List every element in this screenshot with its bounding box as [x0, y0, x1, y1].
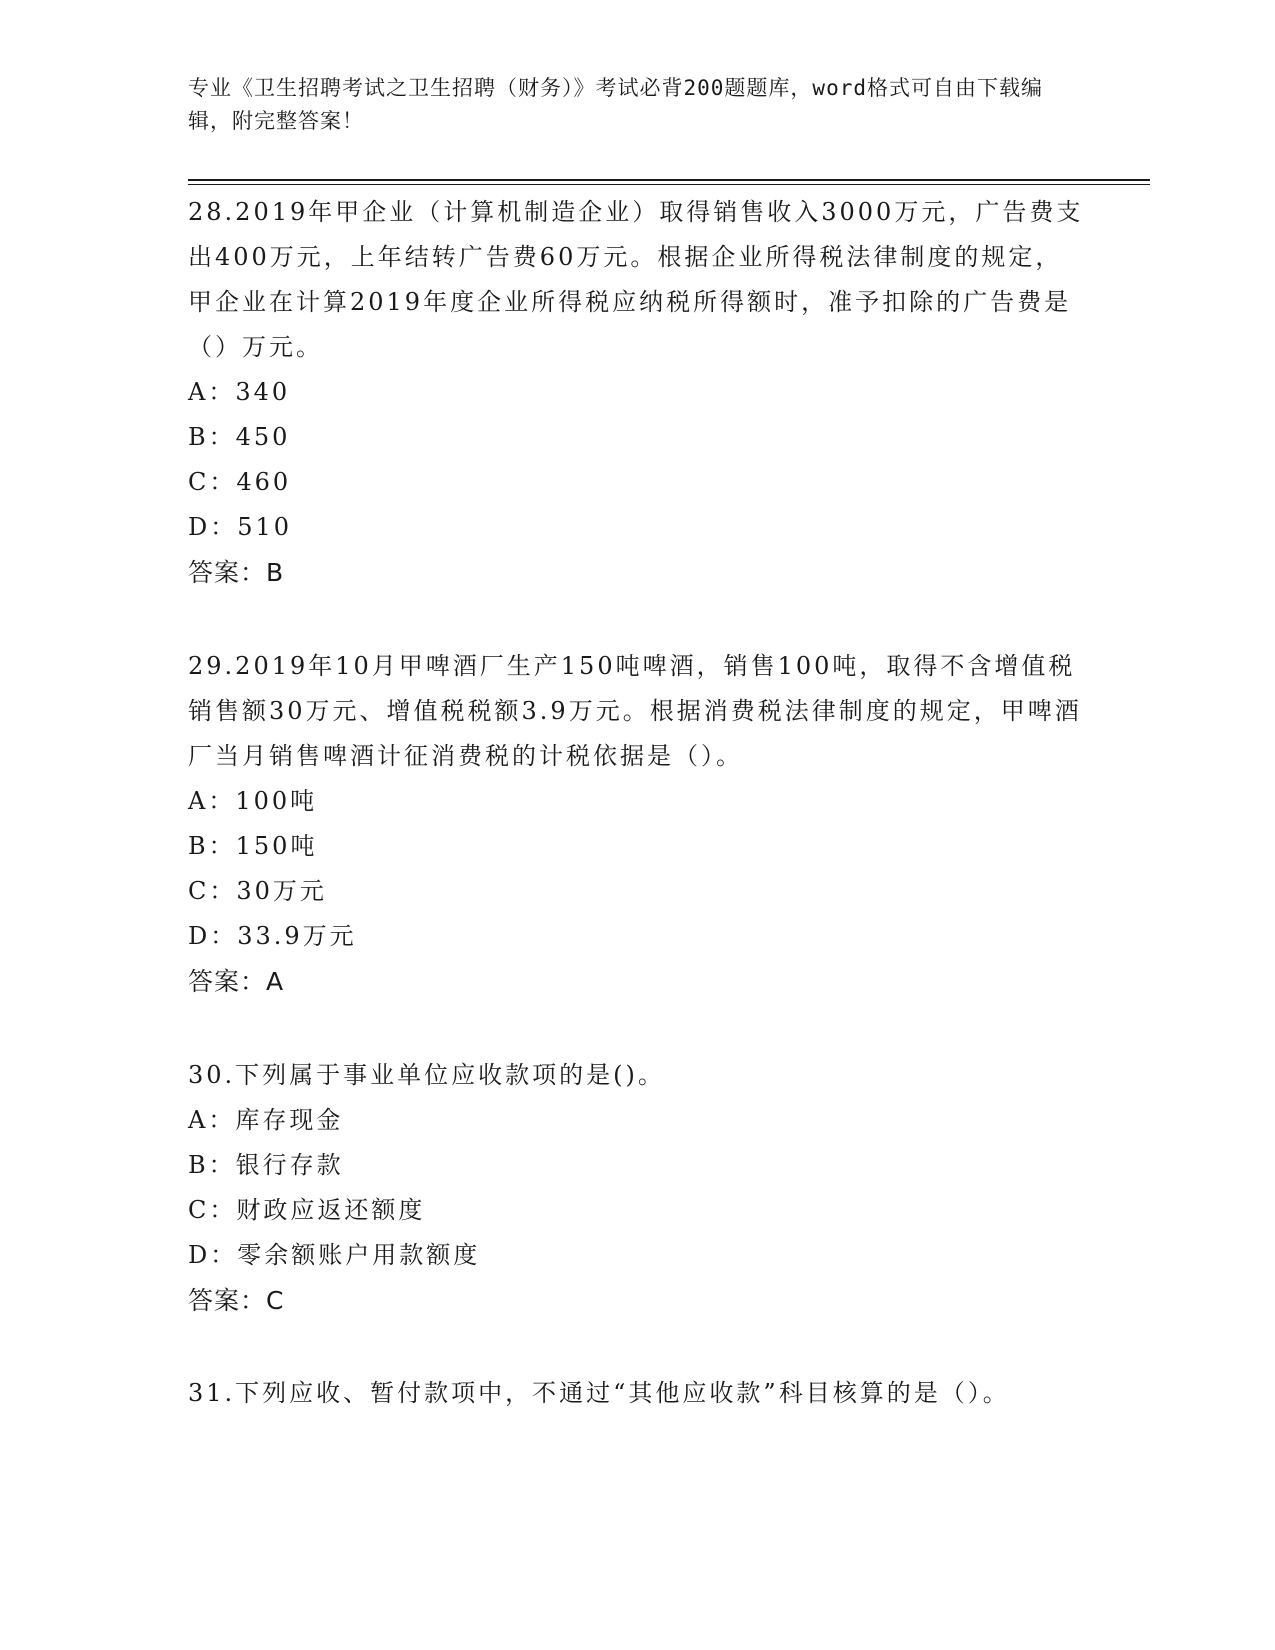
question-stem: 30.下列属于事业单位应收款项的是()。 — [188, 1061, 665, 1089]
option-d: D：510 — [188, 513, 293, 541]
option-b: B：450 — [188, 423, 291, 451]
answer: 答案：B — [188, 558, 285, 587]
question-stem: 29.2019年10月甲啤酒厂生产150吨啤酒，销售100吨，取得不含增值税销售额30万元、增值税税额3.9万元。根据消费税法律制度的规定，甲啤酒厂当月销售啤酒计征消费税的计税依据是（）。 — [188, 652, 1082, 770]
option-a: A：库存现金 — [188, 1106, 344, 1134]
answer: 答案：C — [188, 1286, 285, 1315]
header-rule-thin — [188, 184, 1150, 185]
question-28 — [188, 190, 1088, 595]
answer: 答案：A — [188, 967, 285, 996]
option-b: B：银行存款 — [188, 1151, 344, 1179]
option-a: A：100吨 — [188, 787, 318, 815]
question-29 — [188, 644, 1088, 1004]
option-c: C：财政应返还额度 — [188, 1196, 426, 1224]
question-31 — [188, 1371, 1088, 1416]
header-rule-thick — [188, 179, 1150, 181]
option-d: D：零余额账户用款额度 — [188, 1241, 481, 1269]
option-c: C：460 — [188, 468, 292, 496]
option-b: B：150吨 — [188, 832, 318, 860]
option-c: C：30万元 — [188, 877, 327, 905]
question-stem: 28.2019年甲企业（计算机制造企业）取得销售收入3000万元，广告费支出400万元，上年结转广告费60万元。根据企业所得税法律制度的规定，甲企业在计算2019年度企业所得税应纳税所得额时，准予扣除的广告费是（）万元。 — [188, 198, 1084, 361]
question-stem: 31.下列应收、暂付款项中，不通过“其他应收款”科目核算的是（）。 — [188, 1379, 1010, 1407]
question-30 — [188, 1053, 1088, 1323]
option-a: A：340 — [188, 378, 291, 406]
option-d: D：33.9万元 — [188, 922, 357, 950]
document-header: 专业《卫生招聘考试之卫生招聘（财务）》考试必背200题题库，word格式可自由下载编辑，附完整答案！ — [188, 76, 1043, 133]
